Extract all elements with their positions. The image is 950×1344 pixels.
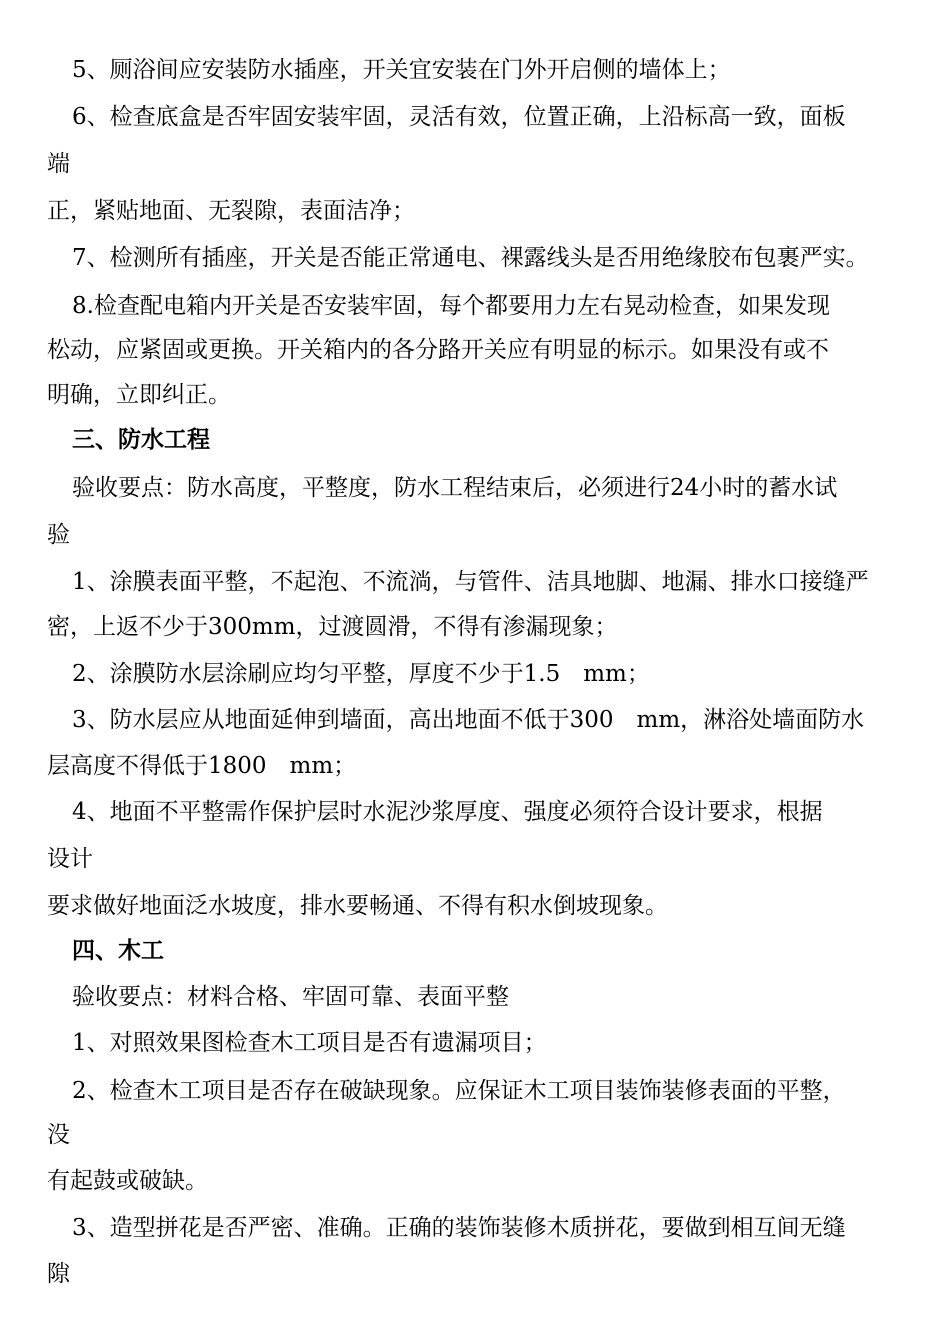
text-line [0,97,950,137]
text-line [0,1161,950,1201]
section-heading [0,420,950,460]
line-text: 3、防水层应从地面延伸到墙面，高出地面不低于300 mm，淋浴处墙面防水 [72,707,865,733]
line-text: 4、地面不平整需作保护层时水泥沙浆厚度、强度必须符合设计要求，根据 [72,799,823,825]
section-heading [0,931,950,971]
line-text: 松动，应紧固或更换。开关箱内的各分路开关应有明显的标示。如果没有或不 [47,337,829,363]
text-line [0,191,950,231]
line-text: 8.检查配电箱内开关是否安装牢固，每个都要用力左右晃动检查，如果发现 [72,293,830,319]
line-text: 5、厕浴间应安装防水插座，开关宜安装在门外开启侧的墙体上； [72,57,731,83]
text-line [0,886,950,926]
text-line [0,1254,950,1294]
text-line [0,468,950,508]
line-text: 要求做好地面泛水坡度，排水要畅通、不得有积水倒坡现象。 [47,893,668,919]
text-line [0,700,950,740]
text-line [0,238,950,278]
text-line [0,1071,950,1111]
line-text: 有起鼓或破缺。 [47,1168,208,1194]
text-line [0,330,950,370]
line-text: 2、检查木工项目是否存在破缺现象。应保证木工项目装饰装修表面的平整， [72,1078,846,1104]
text-line [0,515,950,555]
text-line [0,1023,950,1063]
text-line [0,792,950,832]
text-line [0,50,950,90]
line-text: 密，上返不少于300mm，过渡圆滑，不得有渗漏现象； [47,614,618,640]
text-line [0,144,950,184]
text-line [0,654,950,694]
text-line [0,977,950,1017]
line-text: 明确，立即纠正。 [47,382,231,408]
text-line [0,562,950,602]
line-text: 7、检测所有插座，开关是否能正常通电、裸露线头是否用绝缘胶布包裹严实。 [72,245,869,271]
line-text: 6、检查底盒是否牢固安装牢固，灵活有效，位置正确，上沿标高一致，面板 [72,104,846,130]
heading-text: 三、防水工程 [72,427,210,453]
line-text: 层高度不得低于1800 mm； [47,753,357,779]
text-line [0,746,950,786]
line-text: 端 [47,151,70,177]
line-text: 验收要点：材料合格、牢固可靠、表面平整 [72,984,509,1010]
line-text: 设计 [47,846,93,872]
line-text: 验收要点：防水高度，平整度，防水工程结束后，必须进行24小时的蓄水试 [72,475,838,501]
text-line [0,839,950,879]
line-text: 验 [47,522,70,548]
text-line [0,1208,950,1248]
text-line [0,375,950,415]
text-line [0,607,950,647]
line-text: 没 [47,1122,70,1148]
line-text: 2、涂膜防水层涂刷应均匀平整，厚度不少于1.5 mm； [72,661,650,687]
line-text: 正，紧贴地面、无裂隙，表面洁净； [47,198,415,224]
line-text: 1、涂膜表面平整，不起泡、不流淌，与管件、洁具地脚、地漏、排水口接缝严 [72,569,869,595]
text-line [0,286,950,326]
line-text: 3、造型拼花是否严密、准确。正确的装饰装修木质拼花，要做到相互间无缝 [72,1215,846,1241]
line-text: 1、对照效果图检查木工项目是否有遗漏项目； [72,1030,547,1056]
line-text: 隙 [47,1261,70,1287]
heading-text: 四、木工 [72,938,164,964]
text-line [0,1115,950,1155]
